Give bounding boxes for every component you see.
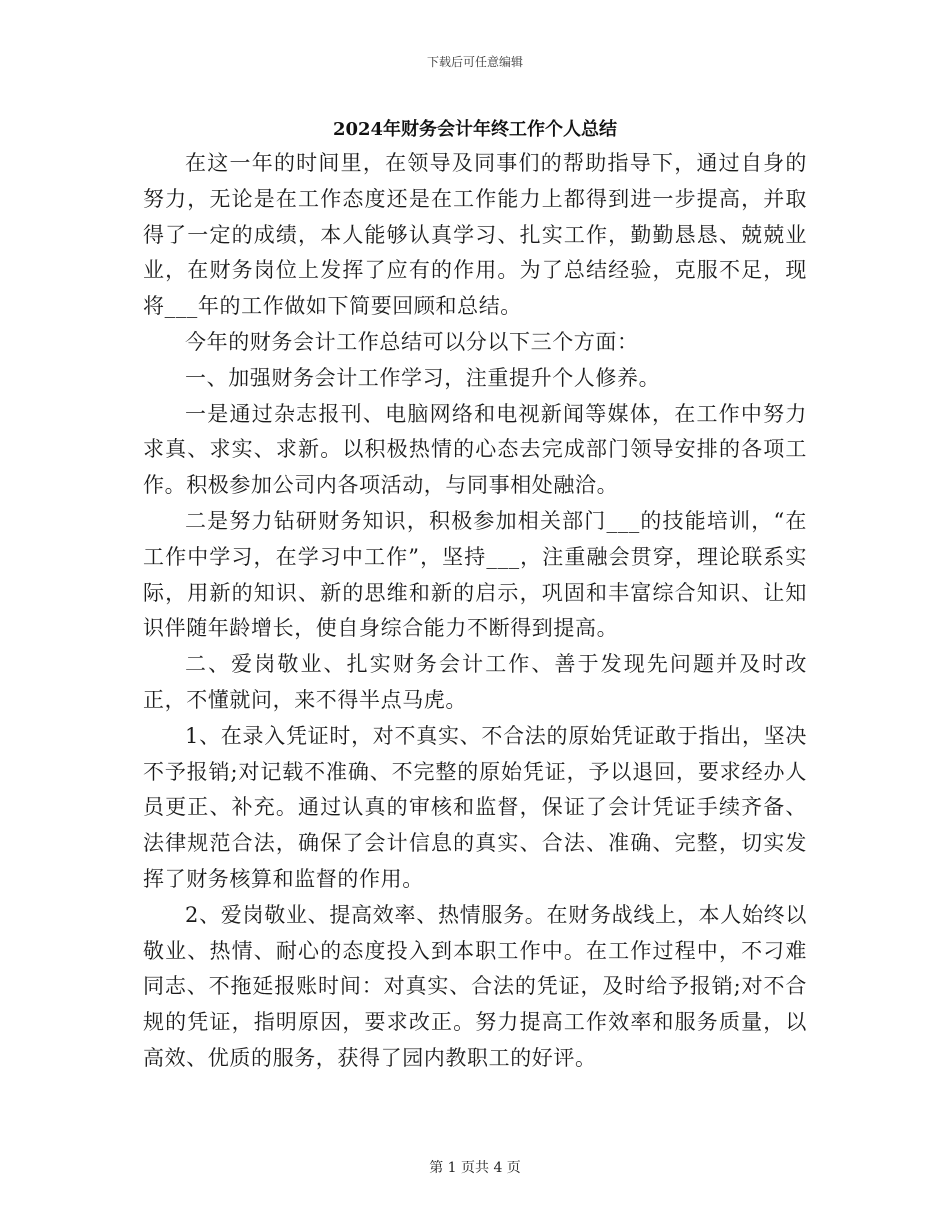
header-note: 下载后可任意编辑 [426,55,523,69]
section-heading-1: 一、加强财务会计工作学习，注重提升个人修养。 [185,365,661,390]
paragraph-intro: 在这一年的时间里，在领导及同事们的帮助指导下，通过自身的努力，无论是在工作态度还是在工作能力上都得到进一步提高，并取得了一定的成绩，本人能够认真学习、扎实工作，勤勤恳恳、兢兢业业，在财务岗位上发挥了应有的作用。为了总结经验，克服不足，现将___年的工作做如下简要回顾和总结。 [143,151,807,319]
page-number: 第 1 页共 4 页 [429,1160,521,1176]
document-title: 2024年财务会计年终工作个人总结 [332,119,618,140]
paragraph-item-2: 2、爱岗敬业、提高效率、热情服务。在财务战线上，本人始终以敬业、热情、耐心的态度投入到本职工作中。在工作过程中，不刁难同志、不拖延报账时间：对真实、合法的凭证，及时给予报销;对不合规的凭证，指明原因，要求改正。努力提高工作效率和服务质量，以高效、优质的服务，获得了园内教职工的好评。 [143,902,807,1070]
paragraph-overview: 今年的财务会计工作总结可以分以下三个方面： [185,329,639,354]
section-heading-2: 二、爱岗敬业、扎实财务会计工作、善于发现先问题并及时改正，不懂就问，来不得半点马虎。 [143,652,807,712]
document-body [143,146,807,1077]
paragraph-item-1: 1、在录入凭证时，对不真实、不合法的原始凭证敢于指出，坚决不予报销;对记载不准确、不完整的原始凭证，予以退回，要求经办人员更正、补充。通过认真的审核和监督，保证了会计凭证手续齐备、法律规范合法，确保了会计信息的真实、合法、准确、完整，切实发挥了财务核算和监督的作用。 [143,723,807,891]
paragraph-point-2: 二是努力钻研财务知识，积极参加相关部门___的技能培训，“在工作中学习，在学习中工作”，坚持___，注重融会贯穿，理论联系实际，用新的知识、新的思维和新的启示，巩固和丰富综合知识、让知识伴随年龄增长，使自身综合能力不断得到提高。 [143,508,807,641]
paragraph-point-1: 一是通过杂志报刊、电脑网络和电视新闻等媒体，在工作中努力求真、求实、求新。以积极热情的心态去完成部门领导安排的各项工作。积极参加公司内各项活动，与同事相处融洽。 [143,401,807,498]
